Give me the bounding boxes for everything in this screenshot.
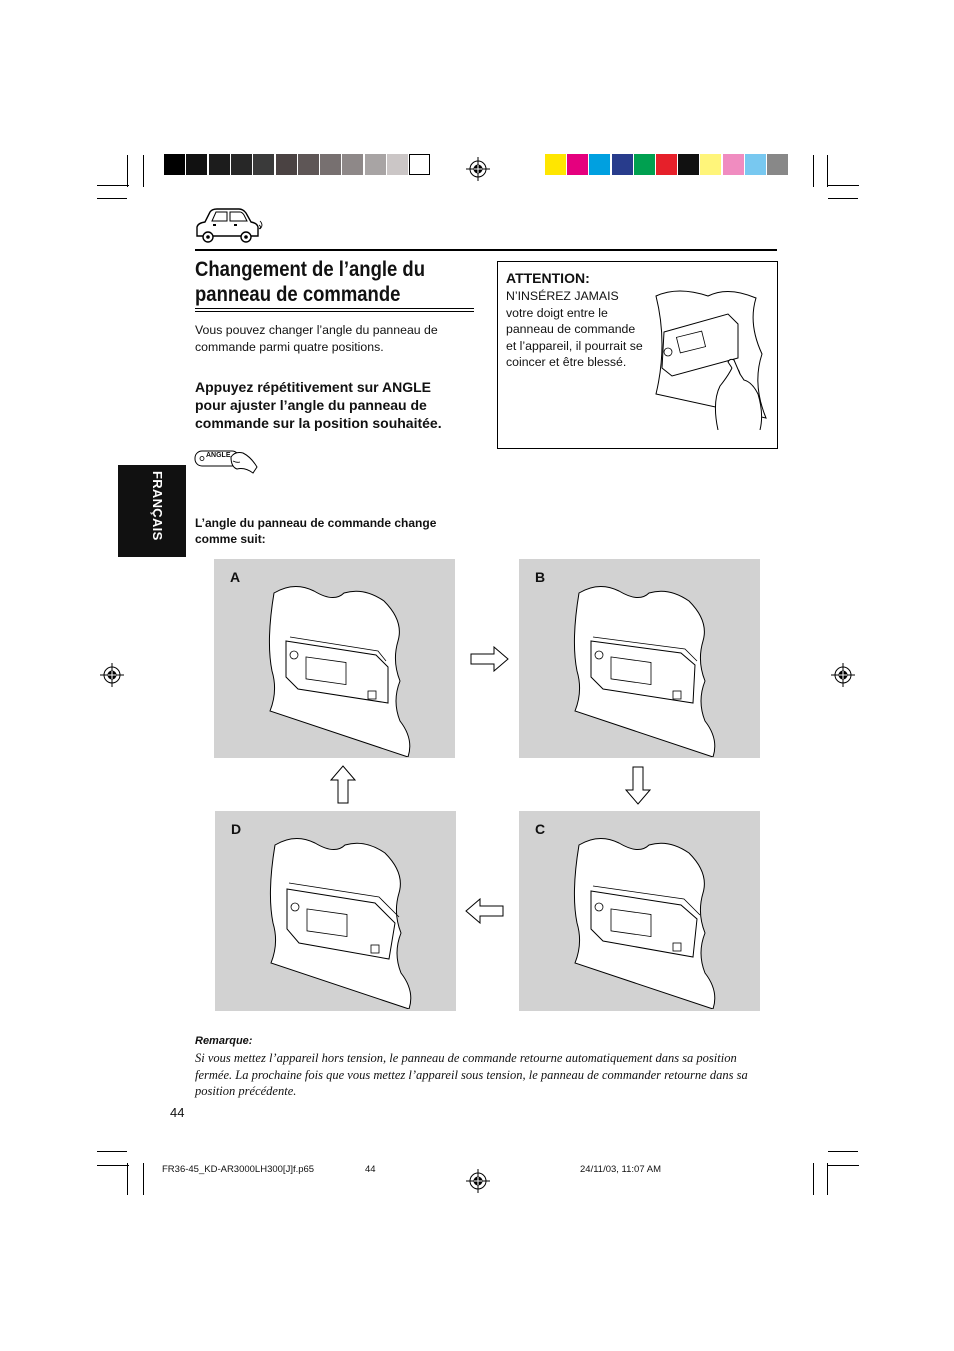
panel-a — [214, 559, 455, 758]
gray-swatch — [320, 154, 341, 175]
header-rule — [195, 249, 777, 251]
panel-c-label: C — [535, 821, 546, 837]
color-swatch — [767, 154, 788, 175]
gray-swatch — [365, 154, 386, 175]
gray-swatch — [164, 154, 185, 175]
note-text: Si vous mettez l’appareil hors tension, le panneau de commande retourne automatiquement dans sa position fermée. La prochaine fois que vous mettez l’appareil sous tension, le panneau de commander retourne dans sa position précédente. — [195, 1051, 748, 1098]
color-swatch — [545, 154, 566, 175]
attention-heading: ATTENTION: — [506, 270, 590, 286]
panel-a-label: A — [230, 569, 241, 585]
intro-text: Vous pouvez changer l’angle du panneau de commande parmi quatre positions. — [195, 323, 438, 354]
page-number: 44 — [170, 1105, 185, 1120]
registration-mark-bottom — [466, 1169, 490, 1193]
angle-sequence-caption: L’angle du panneau de commande change comme suit: — [195, 516, 437, 546]
registration-mark-right — [831, 663, 855, 687]
gray-swatch — [186, 154, 207, 175]
page-title: Changement de l’angle du panneau de commande — [195, 258, 426, 306]
panel-a-stereo-illustration — [264, 581, 454, 757]
arrow-right-icon — [470, 646, 510, 672]
title-rule-bottom — [195, 311, 474, 312]
footer-page: 44 — [365, 1164, 376, 1175]
gray-swatch — [342, 154, 363, 175]
angle-button-illustration — [193, 443, 263, 483]
panel-b — [519, 559, 760, 758]
language-tab — [118, 465, 186, 557]
attention-box — [497, 261, 778, 449]
color-swatch — [700, 154, 721, 175]
registration-mark-top — [466, 157, 490, 181]
color-swatch — [678, 154, 699, 175]
panel-b-stereo-illustration — [569, 581, 759, 757]
gray-swatch — [253, 154, 274, 175]
panel-d-label: D — [231, 821, 242, 837]
gray-swatch — [209, 154, 230, 175]
gray-swatch — [231, 154, 252, 175]
attention-text: N’INSÉREZ JAMAIS votre doigt entre le panneau de commande et l’appareil, il pourrait se coincer et être blessé. — [506, 289, 643, 369]
arrow-down-icon — [625, 766, 651, 806]
gray-swatch — [298, 154, 319, 175]
panel-d-stereo-illustration — [265, 833, 455, 1009]
panel-b-label: B — [535, 569, 546, 585]
color-swatch — [634, 154, 655, 175]
finger-warning-illustration — [648, 284, 772, 430]
instruction-text: Appuyez répétitivement sur ANGLE pour ajuster l’angle du panneau de commande sur la position souhaitée. — [195, 379, 442, 431]
title-rule-top — [195, 308, 474, 309]
color-swatch — [745, 154, 766, 175]
footer-date: 24/11/03, 11:07 AM — [580, 1164, 661, 1175]
language-tab-label: FRANÇAIS — [150, 471, 165, 541]
arrow-up-icon — [330, 764, 356, 804]
color-swatch — [723, 154, 744, 175]
color-swatch — [612, 154, 633, 175]
color-swatch — [589, 154, 610, 175]
panel-c — [519, 811, 760, 1011]
note-heading: Remarque: — [195, 1035, 253, 1047]
color-swatch — [567, 154, 588, 175]
gray-swatch — [276, 154, 297, 175]
car-icon — [193, 203, 263, 245]
registration-mark-left — [100, 663, 124, 687]
footer-file-name: FR36-45_KD-AR3000LH300[J]f.p65 — [162, 1164, 315, 1175]
arrow-left-icon — [464, 898, 504, 924]
gray-swatch — [387, 154, 408, 175]
color-swatch — [656, 154, 677, 175]
gray-swatch — [409, 154, 430, 175]
panel-c-stereo-illustration — [569, 833, 759, 1009]
panel-d — [215, 811, 456, 1011]
angle-button-label: ANGLE — [206, 452, 231, 459]
